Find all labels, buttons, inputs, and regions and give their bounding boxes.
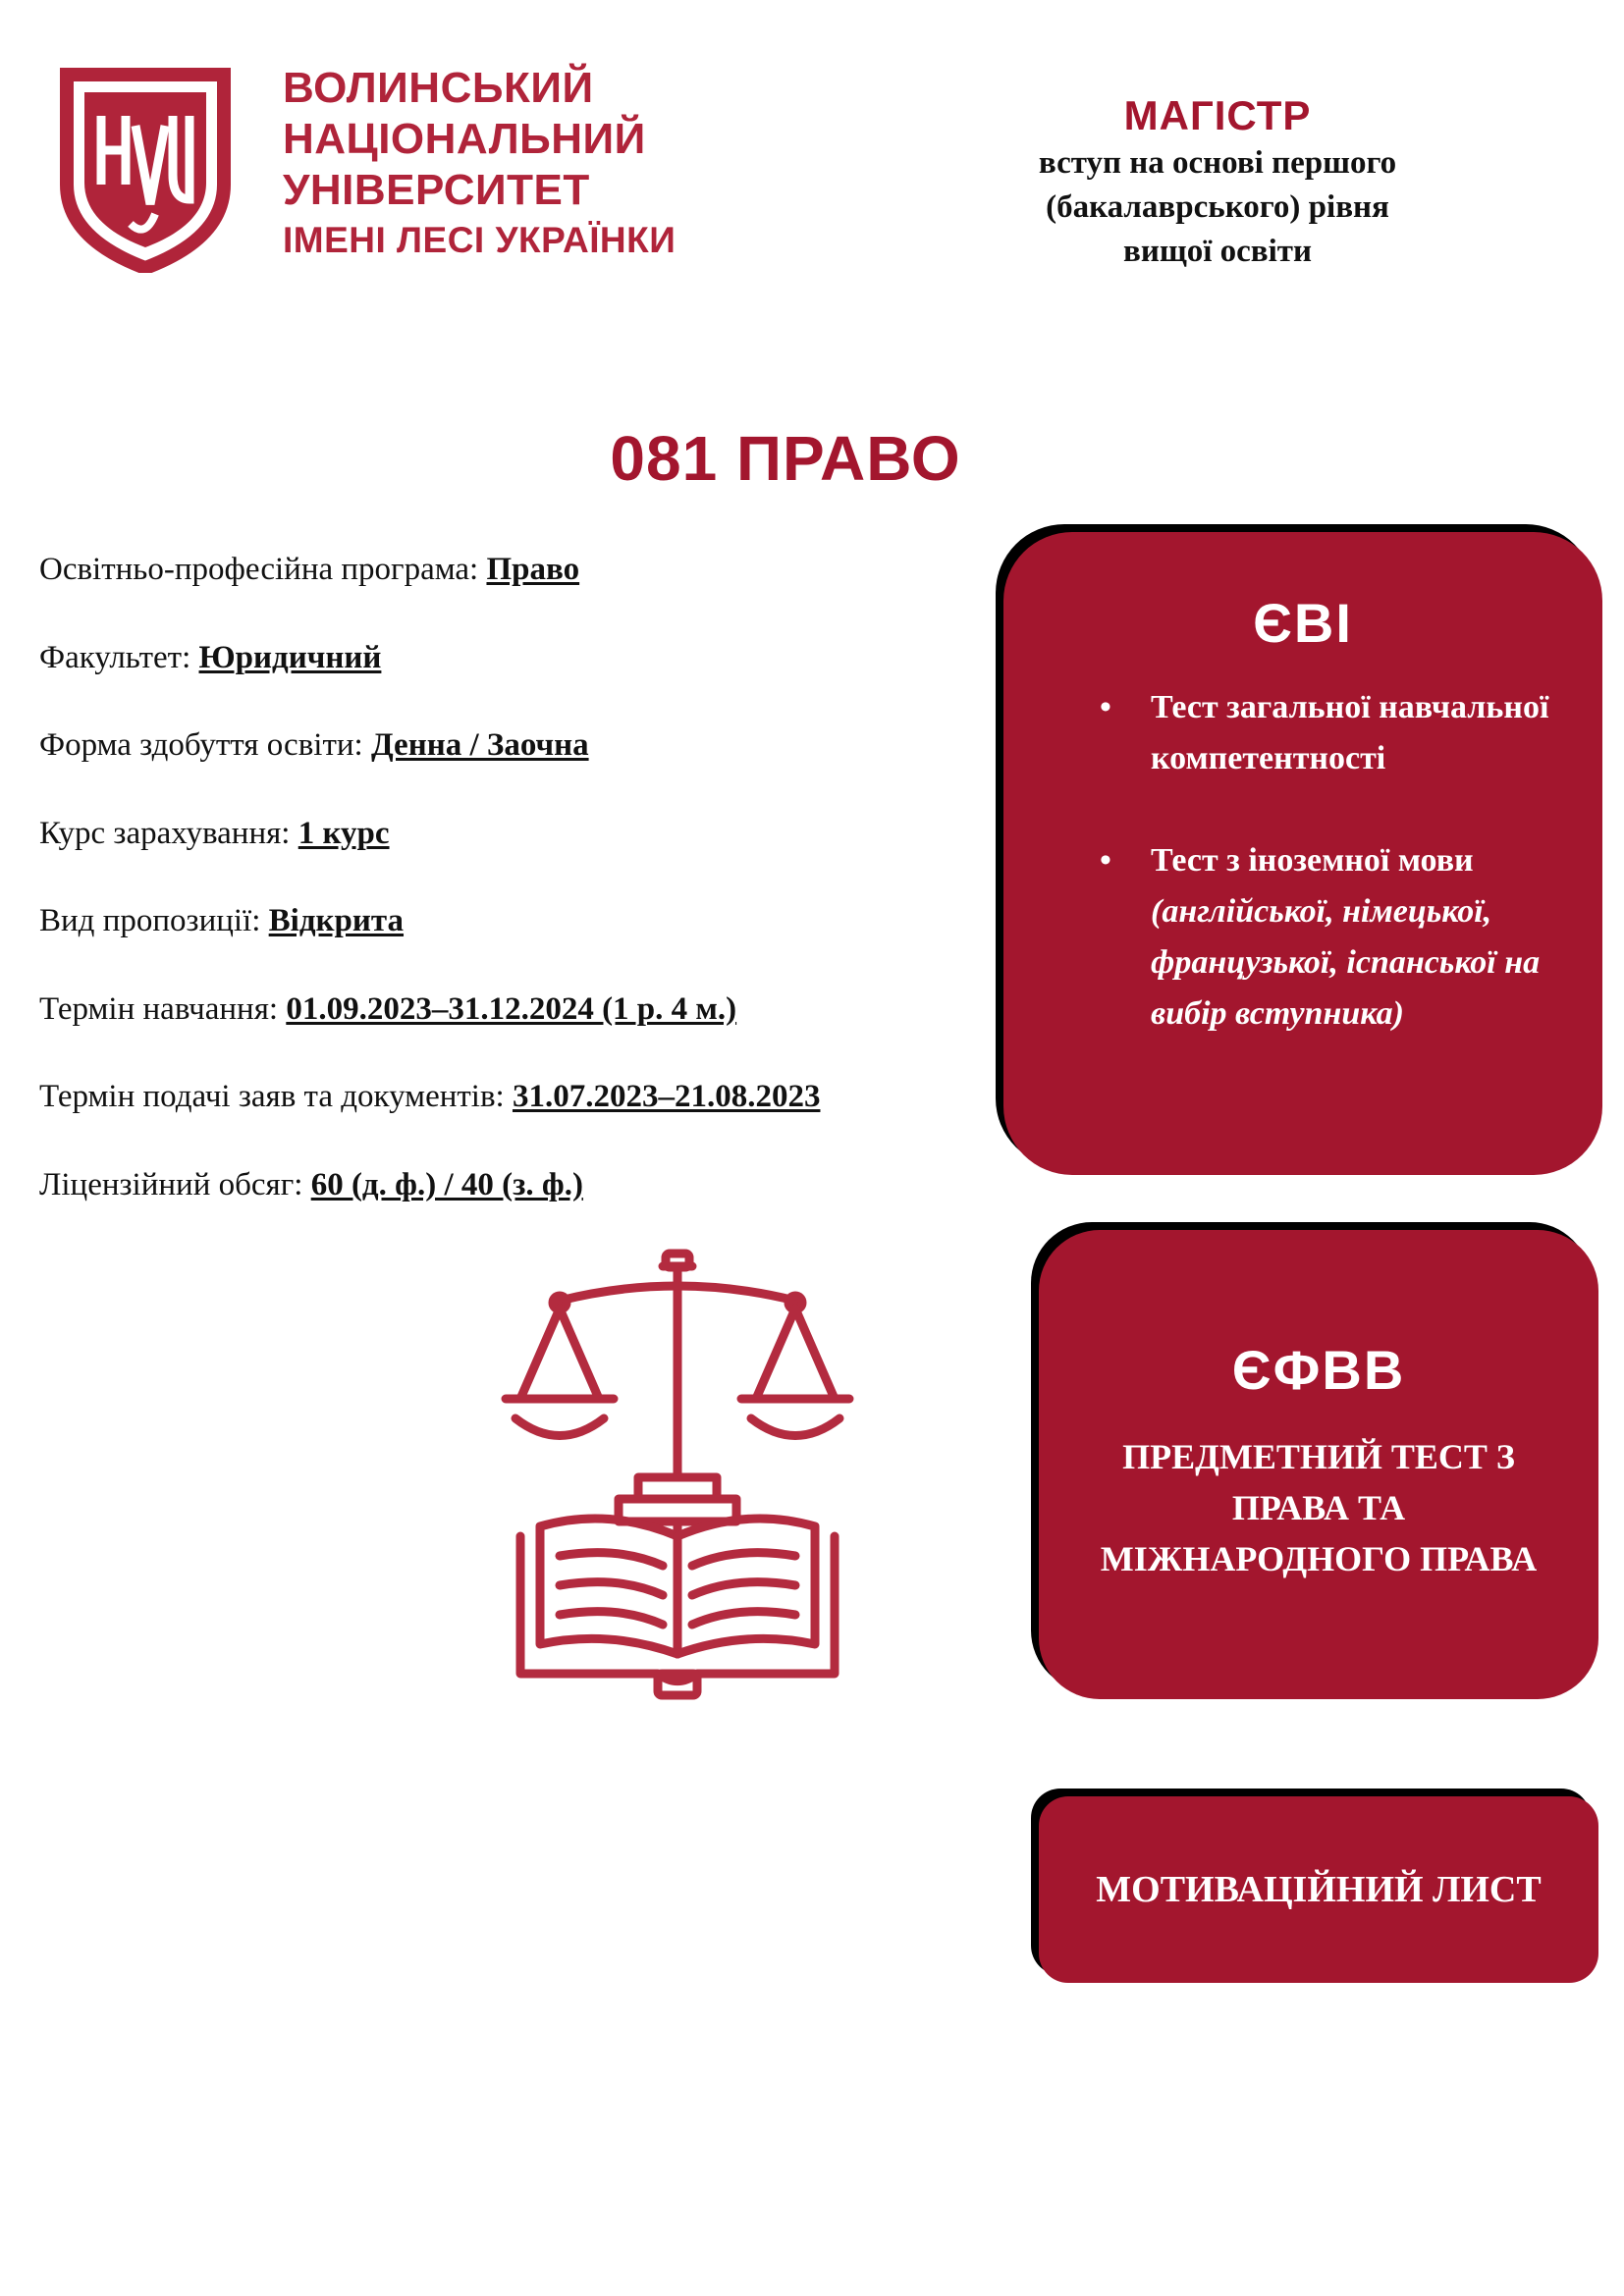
info-value: 01.09.2023–31.12.2024 (1 р. 4 м.) — [286, 990, 737, 1027]
motivation-letter-card — [1039, 1796, 1598, 1983]
university-shield-logo-icon — [57, 67, 234, 273]
list-item — [1151, 835, 1602, 1040]
info-row-form — [39, 727, 1001, 816]
evi-card — [1003, 532, 1602, 1175]
university-name — [283, 63, 676, 265]
program-info — [39, 552, 1001, 1255]
degree-line: вищої освіти — [1123, 234, 1312, 269]
info-label: Освітньо-професійна програма: — [39, 552, 487, 587]
degree-line: (бакалаврського) рівня — [1046, 189, 1389, 225]
evi-item-text: Тест загальної навчальної компетентності — [1151, 689, 1549, 776]
info-value: Відкрита — [268, 903, 405, 938]
efvv-title: ЄФВВ — [1231, 1339, 1406, 1401]
info-row-course — [39, 816, 1001, 904]
info-value: 31.07.2023–21.08.2023 — [512, 1079, 821, 1114]
evi-title: ЄВІ — [1253, 592, 1353, 654]
info-label: Вид пропозиції: — [39, 903, 269, 938]
info-label: Форма здобуття освіти: — [39, 727, 371, 763]
university-name-line: УНІВЕРСИТЕТ — [283, 166, 590, 214]
specialty-title: 081 ПРАВО — [610, 423, 961, 494]
info-label: Ліцензійний обсяг: — [39, 1166, 311, 1202]
university-name-line: НАЦІОНАЛЬНИЙ — [283, 115, 646, 163]
info-label: Курс зарахування: — [39, 815, 298, 851]
scales-of-justice-book-icon — [412, 1242, 943, 1713]
university-name-line: ІМЕНІ ЛЕСІ УКРАЇНКИ — [283, 220, 677, 260]
info-label: Термін навчання: — [39, 990, 287, 1027]
info-value: 60 (д. ф.) / 40 (з. ф.) — [310, 1166, 583, 1202]
evi-list — [1003, 682, 1602, 1040]
info-value: Право — [486, 552, 580, 587]
info-value: Денна / Заочна — [370, 727, 589, 763]
info-label: Факультет: — [39, 639, 199, 675]
info-row-study-period — [39, 991, 1001, 1080]
degree-line: вступ на основі першого — [1038, 145, 1397, 181]
evi-item-text: Тест з іноземної мови — [1151, 842, 1474, 879]
info-row-program — [39, 552, 1001, 640]
list-item — [1151, 682, 1602, 784]
efvv-card — [1039, 1230, 1598, 1699]
info-value: Юридичний — [198, 639, 382, 675]
info-value: 1 курс — [298, 815, 390, 851]
efvv-subtitle: ПРЕДМЕТНИЙ ТЕСТ З ПРАВА ТА МІЖНАРОДНОГО ПРАВА — [1100, 1437, 1538, 1578]
info-label: Термін подачі заяв та документів: — [39, 1079, 513, 1114]
info-row-faculty — [39, 640, 1001, 728]
degree-title: МАГІСТР — [1123, 92, 1312, 138]
evi-item-note: (англійської, німецької, французької, іспанської на вибір вступника) — [1151, 893, 1541, 1032]
motivation-letter-label: МОТИВАЦІЙНИЙ ЛИСТ — [1096, 1869, 1542, 1910]
info-row-offer-type — [39, 903, 1001, 991]
info-row-application-period — [39, 1079, 1001, 1167]
degree-block — [943, 90, 1492, 274]
university-name-line: ВОЛИНСЬКИЙ — [283, 64, 594, 112]
